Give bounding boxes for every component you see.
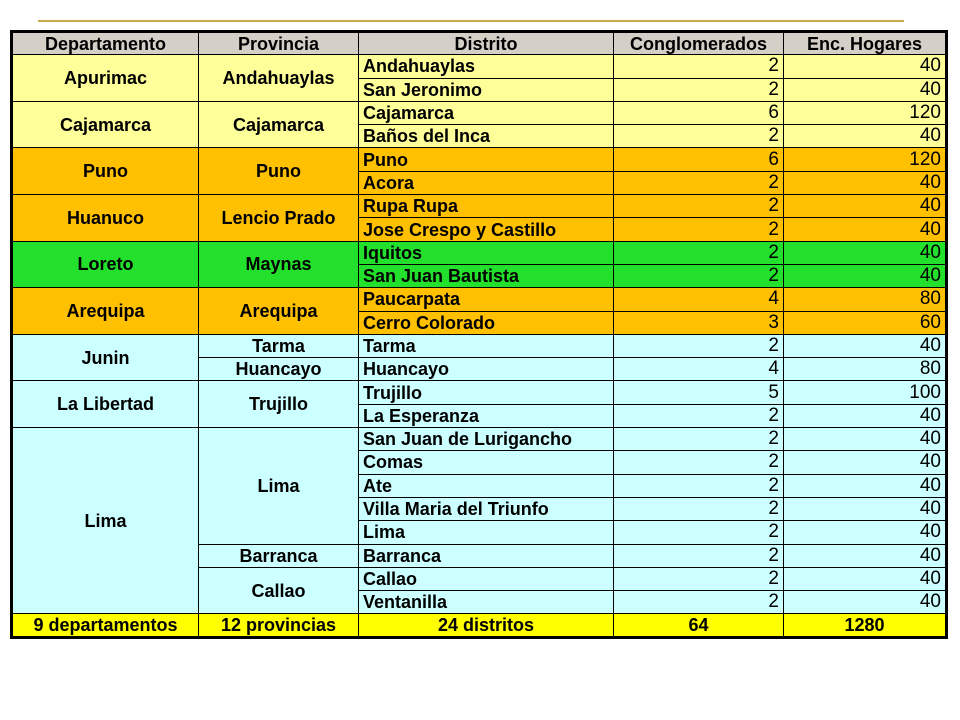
provincia-cell: Callao xyxy=(199,567,359,614)
departamento-cell: Apurimac xyxy=(12,55,199,102)
totals-row xyxy=(12,614,947,637)
distrito-cell: San Juan de Lurigancho xyxy=(359,428,614,451)
distrito-cell: Cajamarca xyxy=(359,101,614,124)
hogares-cell: 40 xyxy=(784,474,947,497)
hogares-cell: 40 xyxy=(784,171,947,194)
hogares-cell: 40 xyxy=(784,264,947,287)
hogares-cell: 40 xyxy=(784,567,947,590)
provincia-cell: Lima xyxy=(199,428,359,544)
hogares-cell: 40 xyxy=(784,78,947,101)
header-row xyxy=(12,32,947,55)
conglomerados-cell: 2 xyxy=(614,521,784,544)
hogares-cell: 40 xyxy=(784,428,947,451)
table-row xyxy=(12,101,947,124)
conglomerados-cell: 2 xyxy=(614,591,784,614)
distrito-cell: Villa Maria del Triunfo xyxy=(359,497,614,520)
distrito-cell: Puno xyxy=(359,148,614,171)
departamento-cell: Loreto xyxy=(12,241,199,288)
conglomerados-cell: 3 xyxy=(614,311,784,334)
distrito-cell: Ate xyxy=(359,474,614,497)
total-departamentos: 9 departamentos xyxy=(12,614,199,637)
header-enc-hogares: Enc. Hogares xyxy=(784,32,947,55)
hogares-cell: 40 xyxy=(784,334,947,357)
hogares-cell: 40 xyxy=(784,218,947,241)
conglomerados-cell: 2 xyxy=(614,428,784,451)
conglomerados-cell: 4 xyxy=(614,288,784,311)
table-row xyxy=(12,288,947,311)
conglomerados-cell: 6 xyxy=(614,101,784,124)
conglomerados-cell: 2 xyxy=(614,55,784,78)
table-row xyxy=(12,241,947,264)
header-departamento: Departamento xyxy=(12,32,199,55)
header-distrito: Distrito xyxy=(359,32,614,55)
distrito-cell: Baños del Inca xyxy=(359,125,614,148)
header-provincia: Provincia xyxy=(199,32,359,55)
provincia-cell: Tarma xyxy=(199,334,359,357)
hogares-cell: 40 xyxy=(784,195,947,218)
distrito-cell: Iquitos xyxy=(359,241,614,264)
total-provincias: 12 provincias xyxy=(199,614,359,637)
departamento-cell: Junin xyxy=(12,334,199,381)
distrito-cell: San Jeronimo xyxy=(359,78,614,101)
table-row xyxy=(12,55,947,78)
departamento-cell: Puno xyxy=(12,148,199,195)
conglomerados-cell: 2 xyxy=(614,218,784,241)
distrito-cell: Ventanilla xyxy=(359,591,614,614)
table-row xyxy=(12,428,947,451)
distrito-cell: Tarma xyxy=(359,334,614,357)
distrito-cell: Comas xyxy=(359,451,614,474)
hogares-cell: 80 xyxy=(784,288,947,311)
conglomerados-cell: 2 xyxy=(614,567,784,590)
table-row xyxy=(12,381,947,404)
conglomerados-cell: 4 xyxy=(614,358,784,381)
hogares-cell: 120 xyxy=(784,148,947,171)
distrito-cell: Lima xyxy=(359,521,614,544)
total-conglomerados: 64 xyxy=(614,614,784,637)
conglomerados-cell: 5 xyxy=(614,381,784,404)
conglomerados-cell: 6 xyxy=(614,148,784,171)
provincia-cell: Andahuaylas xyxy=(199,55,359,102)
conglomerados-cell: 2 xyxy=(614,497,784,520)
departamento-cell: Arequipa xyxy=(12,288,199,335)
distrito-cell: Huancayo xyxy=(359,358,614,381)
departamento-cell: Huanuco xyxy=(12,195,199,242)
hogares-cell: 40 xyxy=(784,55,947,78)
distrito-cell: Acora xyxy=(359,171,614,194)
conglomerados-cell: 2 xyxy=(614,78,784,101)
provincia-cell: Cajamarca xyxy=(199,101,359,148)
distrito-cell: Trujillo xyxy=(359,381,614,404)
distrito-cell: La Esperanza xyxy=(359,404,614,427)
provincia-cell: Trujillo xyxy=(199,381,359,428)
provincia-cell: Barranca xyxy=(199,544,359,567)
hogares-cell: 120 xyxy=(784,101,947,124)
title-underline xyxy=(38,20,904,22)
hogares-cell: 40 xyxy=(784,241,947,264)
hogares-cell: 100 xyxy=(784,381,947,404)
total-hogares: 1280 xyxy=(784,614,947,637)
table-row xyxy=(12,334,947,357)
hogares-cell: 60 xyxy=(784,311,947,334)
distrito-cell: Paucarpata xyxy=(359,288,614,311)
conglomerados-cell: 2 xyxy=(614,195,784,218)
hogares-cell: 40 xyxy=(784,544,947,567)
table-row xyxy=(12,148,947,171)
conglomerados-cell: 2 xyxy=(614,171,784,194)
table-row xyxy=(12,195,947,218)
conglomerados-cell: 2 xyxy=(614,264,784,287)
conglomerados-cell: 2 xyxy=(614,125,784,148)
departamento-cell: Cajamarca xyxy=(12,101,199,148)
hogares-cell: 40 xyxy=(784,125,947,148)
departamento-cell: La Libertad xyxy=(12,381,199,428)
provincia-cell: Lencio Prado xyxy=(199,195,359,242)
distrito-cell: Jose Crespo y Castillo xyxy=(359,218,614,241)
provincia-cell: Maynas xyxy=(199,241,359,288)
departamento-cell: Lima xyxy=(12,428,199,614)
distrito-cell: Barranca xyxy=(359,544,614,567)
conglomerados-cell: 2 xyxy=(614,241,784,264)
total-distritos: 24 distritos xyxy=(359,614,614,637)
conglomerados-cell: 2 xyxy=(614,451,784,474)
distrito-cell: Cerro Colorado xyxy=(359,311,614,334)
hogares-cell: 40 xyxy=(784,521,947,544)
hogares-cell: 40 xyxy=(784,497,947,520)
hogares-cell: 80 xyxy=(784,358,947,381)
conglomerados-cell: 2 xyxy=(614,474,784,497)
distrito-cell: Callao xyxy=(359,567,614,590)
conglomerados-cell: 2 xyxy=(614,334,784,357)
provincia-cell: Puno xyxy=(199,148,359,195)
distrito-cell: Andahuaylas xyxy=(359,55,614,78)
provincia-cell: Huancayo xyxy=(199,358,359,381)
distrito-cell: Rupa Rupa xyxy=(359,195,614,218)
hogares-cell: 40 xyxy=(784,404,947,427)
distrito-cell: San Juan Bautista xyxy=(359,264,614,287)
hogares-cell: 40 xyxy=(784,451,947,474)
survey-sample-table xyxy=(10,30,948,639)
table-body xyxy=(12,55,947,614)
hogares-cell: 40 xyxy=(784,591,947,614)
provincia-cell: Arequipa xyxy=(199,288,359,335)
conglomerados-cell: 2 xyxy=(614,544,784,567)
header-conglomerados: Conglomerados xyxy=(614,32,784,55)
conglomerados-cell: 2 xyxy=(614,404,784,427)
